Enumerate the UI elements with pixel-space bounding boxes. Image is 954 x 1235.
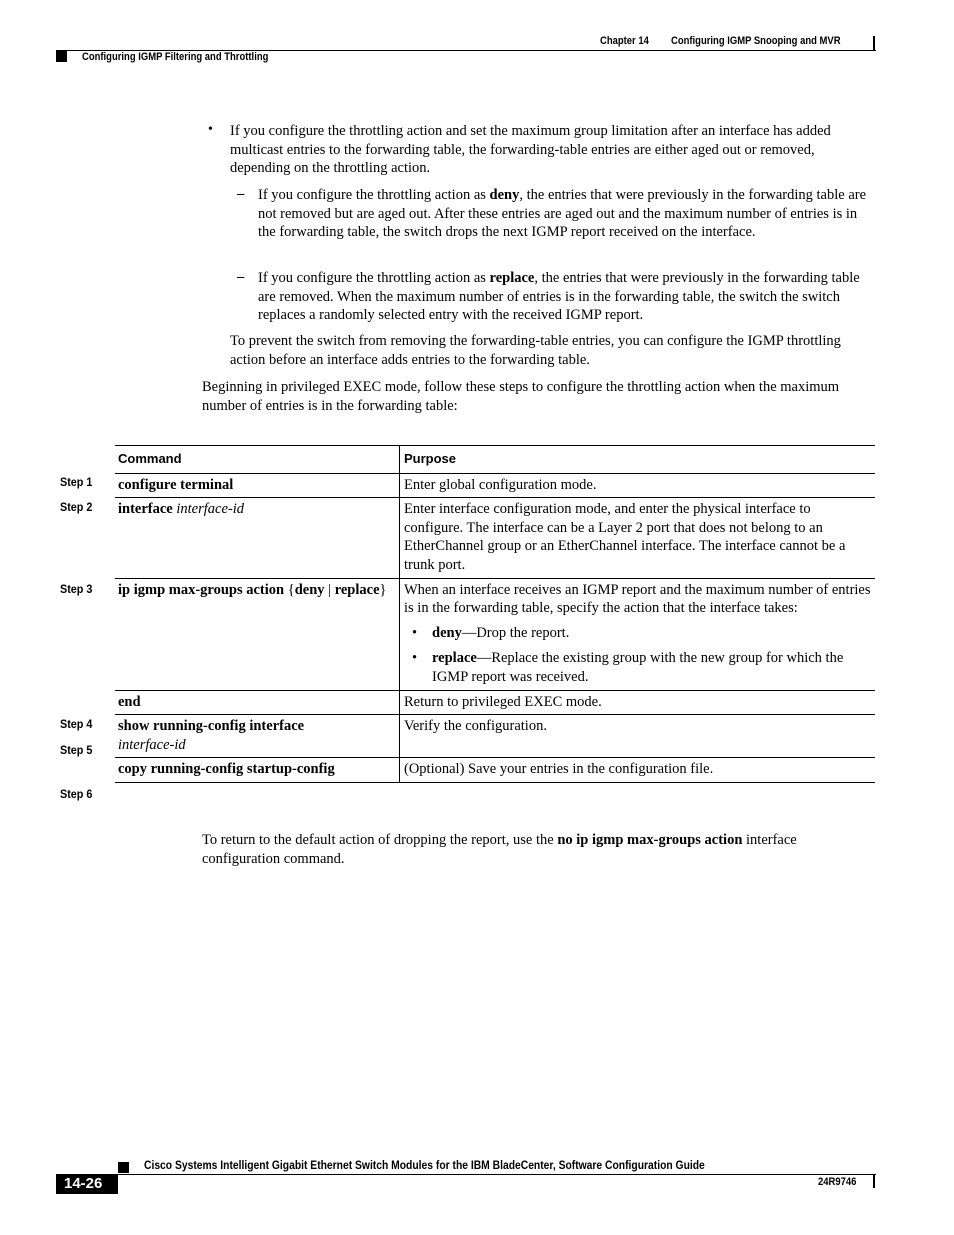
step-label: Step 1	[60, 475, 93, 489]
dash1-pre: If you configure the throttling action as	[258, 187, 490, 203]
bullet-keyword: replace	[432, 650, 477, 667]
header-tick	[873, 36, 875, 50]
header-square-marker	[56, 51, 67, 62]
command-text: copy running-config startup-config	[118, 761, 335, 778]
purpose-bullet-list	[404, 624, 872, 687]
step-label: Step 2	[60, 500, 93, 514]
command-cell	[115, 690, 400, 715]
bullet-intro-text: If you configure the throttling action and set the maximum group limitation after an interface has added multicast entries to the forwarding table, the forwarding-table entries are either aged out or removed, depending on the throttling action.	[230, 123, 831, 177]
purpose-cell	[400, 578, 876, 690]
purpose-cell: Return to privileged EXEC mode.	[400, 690, 876, 715]
header-chapter: Chapter 14	[600, 35, 649, 47]
dash2-post: , the entries that were previously in the forwarding table are removed. When the maximum number of entries is in the forwarding table, the switch the switch replaces a randomly selected entry with the received IGMP report.	[258, 270, 860, 324]
table-header-row	[115, 446, 875, 474]
bullet-marker: •	[412, 624, 418, 641]
footer-tick	[873, 1174, 875, 1188]
command-argument: interface-id	[118, 736, 186, 753]
purpose-text: When an interface receives an IGMP report and the maximum number of entries is in the forwarding table, specify the action that the interface takes:	[404, 581, 871, 617]
footer-square-marker	[118, 1162, 129, 1173]
command-cell	[115, 758, 400, 783]
step-label: Step 3	[60, 582, 93, 596]
footer-book-title: Cisco Systems Intelligent Gigabit Ethernet Switch Modules for the IBM BladeCenter, Software Configuration Guide	[144, 1158, 705, 1172]
command-text: configure terminal	[118, 476, 234, 493]
return-pre: To return to the default action of dropping the report, use the	[202, 832, 558, 848]
dash-item-deny	[258, 186, 875, 242]
command-cell	[115, 715, 400, 758]
return-paragraph	[202, 831, 874, 868]
command-text: ip igmp max-groups action	[118, 581, 285, 598]
bullet-text: —Drop the report.	[461, 624, 570, 641]
bullet-text: —Replace the existing group with the new group for which the IGMP report was received.	[432, 650, 844, 685]
command-option-deny: deny	[294, 581, 325, 598]
list-item	[404, 624, 872, 643]
bullet-marker: •	[208, 122, 213, 137]
table-row	[115, 715, 875, 758]
dash1-post: , the entries that were previously in the forwarding table are not removed but are aged out. After these entries are aged out and the maximum number of entries is in the forwarding table, the switch drops the next IGMP report received on the interface.	[258, 187, 867, 241]
step-label: Step 6	[60, 787, 93, 801]
table-row	[115, 578, 875, 690]
return-command: no ip igmp max-groups action	[557, 832, 743, 848]
command-option-replace: replace	[334, 581, 380, 598]
command-cell	[115, 498, 400, 578]
command-brace-open: {	[284, 581, 295, 598]
dash-marker: –	[237, 186, 245, 202]
bullet-marker: •	[412, 650, 418, 667]
bullet-keyword: deny	[432, 624, 462, 641]
procedure-table	[115, 445, 875, 783]
dash2-keyword: replace	[489, 270, 535, 286]
beginning-paragraph: Beginning in privileged EXEC mode, follow these steps to configure the throttling action when the maximum number of entries is in the forwarding table:	[202, 379, 840, 414]
footer-doc-number: 24R9746	[818, 1176, 857, 1188]
command-text: show running-config interface	[118, 718, 305, 735]
purpose-cell: (Optional) Save your entries in the configuration file.	[400, 758, 876, 783]
dash2-pre: If you configure the throttling action as	[258, 270, 490, 286]
command-text: end	[118, 693, 141, 710]
list-item	[404, 649, 872, 686]
purpose-cell: Enter interface configuration mode, and enter the physical interface to configure. The interface can be a Layer 2 port that does not belong to an EtherChannel group or an EtherChannel interface. The interface cannot be a trunk port.	[400, 498, 876, 578]
footer-page-number: 14-26	[64, 1175, 103, 1192]
header-chapter-title: Configuring IGMP Snooping and MVR	[671, 35, 841, 47]
dash1-keyword: deny	[489, 187, 520, 203]
table-row	[115, 758, 875, 783]
dash-item-replace	[258, 269, 875, 325]
command-pipe: |	[324, 581, 335, 598]
footer-rule	[118, 1174, 876, 1175]
step-label: Step 5	[60, 743, 93, 757]
purpose-cell: Enter global configuration mode.	[400, 473, 876, 498]
command-text: interface	[118, 501, 173, 518]
prevent-paragraph: To prevent the switch from removing the forwarding-table entries, you can configure the IGMP throttling action before an interface adds entries to the forwarding table.	[230, 333, 841, 368]
header-section-title: Configuring IGMP Filtering and Throttling	[82, 51, 269, 63]
command-brace-close: }	[379, 581, 387, 598]
table-row	[115, 690, 875, 715]
column-header-purpose: Purpose	[400, 446, 876, 474]
command-argument: interface-id	[176, 501, 245, 518]
table-row	[115, 498, 875, 578]
return-post: interface configuration command.	[202, 832, 797, 867]
step-label: Step 4	[60, 717, 93, 731]
dash-marker: –	[237, 269, 245, 285]
command-cell	[115, 578, 400, 690]
table-row	[115, 473, 875, 498]
command-cell	[115, 473, 400, 498]
purpose-cell: Verify the configuration.	[400, 715, 876, 758]
column-header-command: Command	[118, 451, 182, 466]
